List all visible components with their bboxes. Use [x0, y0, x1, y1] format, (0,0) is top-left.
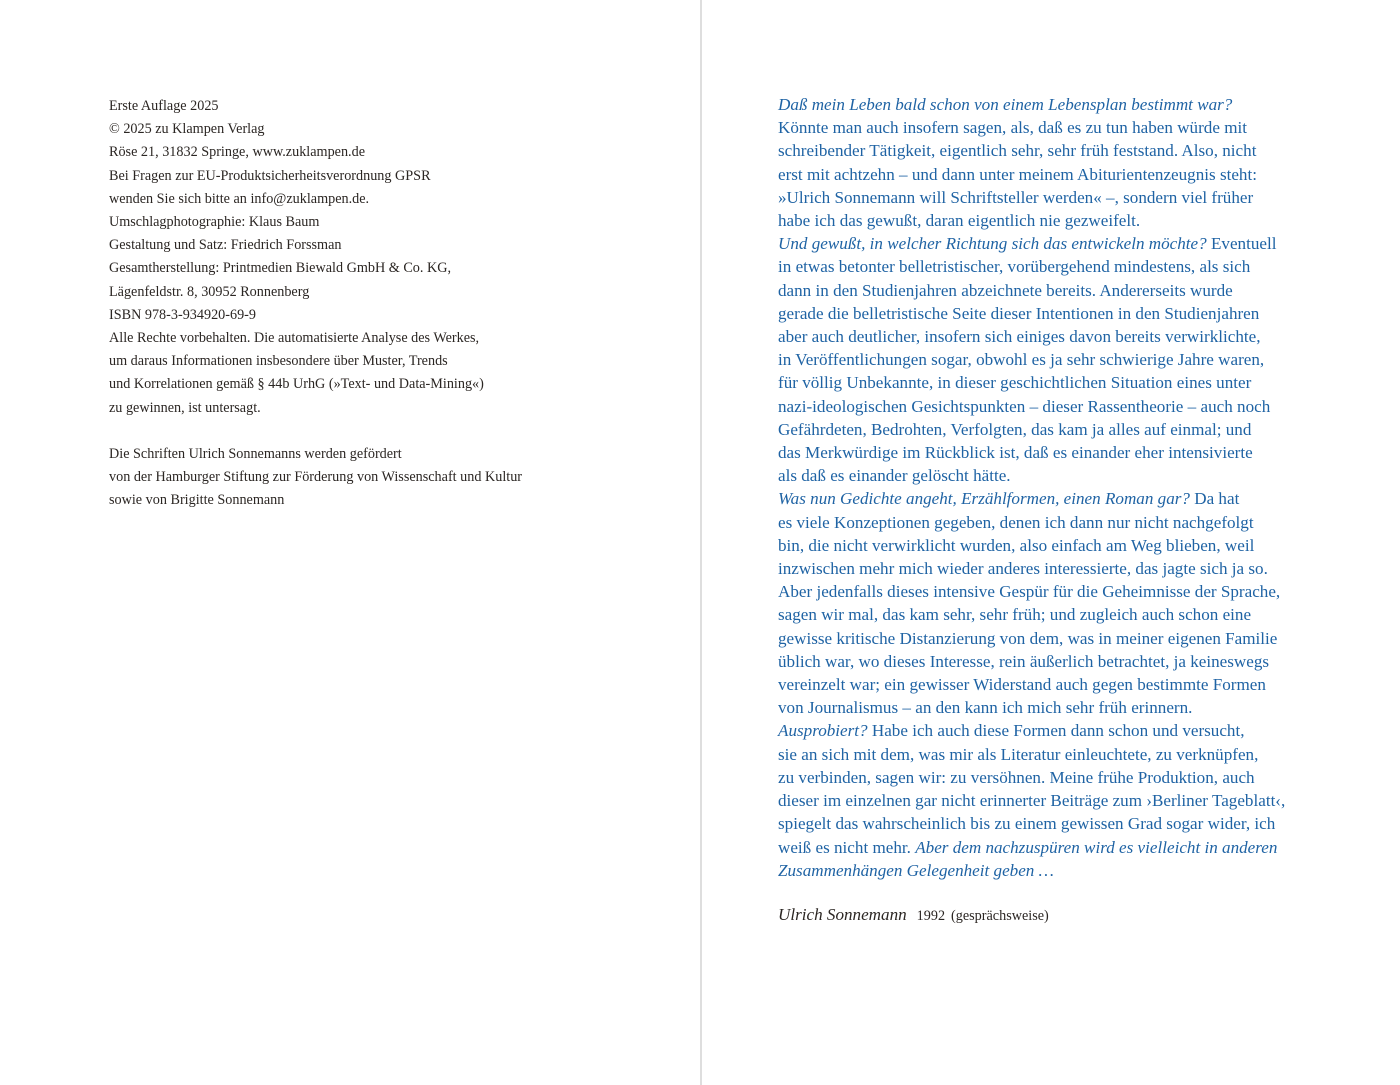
quote-answer: bin, die nicht verwirklicht wurden, also einfach am Weg blieben, weil [778, 535, 1255, 555]
quote-answer: für völlig Unbekannte, in dieser geschichtlichen Situation eines unter [778, 373, 1252, 393]
funding-line: von der Hamburger Stiftung zur Förderung von Wissenschaft und Kultur [109, 469, 523, 486]
quote-question: Was nun Gedichte angeht, Erzählformen, einen Roman gar? [778, 489, 1190, 509]
quote-line [778, 673, 1338, 696]
quote-answer: dieser im einzelnen gar nicht erinnerter Beiträge zum ›Berliner Tageblatt‹, [778, 791, 1286, 811]
quote-line [778, 812, 1338, 835]
imprint-line: zu gewinnen, ist untersagt. [109, 399, 261, 416]
quote-answer: üblich war, wo dieses Interesse, rein äußerlich betrachtet, ja keineswegs [778, 651, 1270, 671]
quote-answer: in etwas betonter belletristischer, vorübergehend mindestens, als sich [778, 257, 1251, 277]
quote-line [778, 279, 1338, 302]
quote-line [778, 650, 1338, 673]
quote-line [778, 232, 1338, 255]
quote-answer: schreibender Tätigkeit, eigentlich sehr, sehr früh feststand. Also, nicht [778, 141, 1257, 161]
interview-quote [778, 93, 1338, 882]
quote-answer: es viele Konzeptionen gegeben, denen ich dann nur nicht nachgefolgt [778, 512, 1254, 532]
funding-line: Die Schriften Ulrich Sonnemanns werden gefördert [109, 446, 402, 463]
quote-line [778, 139, 1338, 162]
imprint-line: © 2025 zu Klampen Verlag [109, 121, 265, 138]
imprint-line: Röse 21, 31832 Springe, www.zuklampen.de [109, 144, 365, 161]
quote-answer: Eventuell [1206, 234, 1277, 254]
quote-answer: habe ich das gewußt, daran eigentlich nie gezweifelt. [778, 211, 1141, 231]
quote-answer: weiß es nicht mehr. [778, 837, 916, 857]
quote-line [778, 534, 1338, 557]
quote-line [778, 255, 1338, 278]
signature [778, 905, 1049, 925]
quote-answer: gewisse kritische Distanzierung von dem, was in meiner eigenen Familie [778, 628, 1278, 648]
quote-line [778, 836, 1338, 859]
signature-year: 1992 [916, 908, 946, 924]
quote-answer: spiegelt das wahrscheinlich bis zu einem gewissen Grad sogar wider, ich [778, 814, 1276, 834]
quote-line [778, 93, 1338, 116]
signature-author: Ulrich Sonnemann [778, 905, 907, 924]
quote-line [778, 163, 1338, 186]
quote-answer: gerade die belletristische Seite dieser Intentionen in den Studienjahren [778, 303, 1260, 323]
quote-line [778, 487, 1338, 510]
quote-answer: erst mit achtzehn – und dann unter meinem Abiturientenzeugnis steht: [778, 164, 1257, 184]
quote-answer: dann in den Studienjahren abzeichnete bereits. Andererseits wurde [778, 280, 1233, 300]
quote-line [778, 464, 1338, 487]
quote-question: Und gewußt, in welcher Richtung sich das entwickeln möchte? [778, 234, 1207, 254]
quote-answer: inzwischen mehr mich wieder anderes interessierte, das jagte sich ja so. [778, 559, 1268, 579]
quote-line [778, 557, 1338, 580]
imprint-line: Gestaltung und Satz: Friedrich Forssman [109, 237, 342, 254]
quote-question: Ausprobiert? [778, 721, 868, 741]
quote-answer: sagen wir mal, das kam sehr, sehr früh; und zugleich auch schon eine [778, 605, 1252, 625]
quote-answer: in Veröffentlichungen sogar, obwohl es ja sehr schwierige Jahre waren, [778, 350, 1265, 370]
quote-line [778, 696, 1338, 719]
quote-line [778, 186, 1338, 209]
imprint-line: ISBN 978-3-934920-69-9 [109, 306, 256, 323]
imprint-block [109, 95, 629, 513]
quote-line [778, 441, 1338, 464]
quote-answer: Habe ich auch diese Formen dann schon und versucht, [867, 721, 1245, 741]
quote-answer: sie an sich mit dem, was mir als Literatur einleuchtete, zu verknüpfen, [778, 744, 1259, 764]
imprint-line: um daraus Informationen insbesondere über Muster, Trends [109, 353, 448, 370]
imprint-line: Alle Rechte vorbehalten. Die automatisierte Analyse des Werkes, [109, 330, 480, 347]
quote-answer: »Ulrich Sonnemann will Schriftsteller werden« –, sondern viel früher [778, 187, 1254, 207]
quote-line [778, 766, 1338, 789]
quote-question: Daß mein Leben bald schon von einem Lebensplan bestimmt war? [778, 95, 1233, 114]
quote-line [778, 580, 1338, 603]
quote-answer: Gefährdeten, Bedrohten, Verfolgten, das kam ja alles auf einmal; und [778, 419, 1252, 439]
quote-line [778, 511, 1338, 534]
quote-line [778, 302, 1338, 325]
funding-line: sowie von Brigitte Sonnemann [109, 492, 285, 509]
quote-line [778, 789, 1338, 812]
quote-answer: als daß es einander gelöscht hätte. [778, 466, 1011, 486]
quote-question: Aber dem nachzuspüren wird es vielleicht in anderen [915, 837, 1278, 857]
imprint-line: Bei Fragen zur EU-Produktsicherheitsverordnung GPSR [109, 167, 431, 184]
right-page [702, 0, 1400, 1085]
quote-answer: Aber jedenfalls dieses intensive Gespür für die Geheimnisse der Sprache, [778, 582, 1281, 602]
quote-question: Zusammenhängen Gelegenheit geben … [778, 860, 1054, 880]
quote-answer: zu verbinden, sagen wir: zu versöhnen. Meine frühe Produktion, auch [778, 767, 1255, 787]
imprint-line: Umschlagphotographie: Klaus Baum [109, 214, 320, 231]
quote-line [778, 209, 1338, 232]
quote-line [778, 348, 1338, 371]
quote-line [778, 603, 1338, 626]
quote-answer: von Journalismus – an den kann ich mich sehr früh erinnern. [778, 698, 1193, 718]
quote-line [778, 859, 1338, 882]
quote-answer: Könnte man auch insofern sagen, als, daß es zu tun haben würde mit [778, 118, 1247, 138]
quote-line [778, 418, 1338, 441]
quote-answer: das Merkwürdige im Rückblick ist, daß es einander eher intensivierte [778, 443, 1253, 463]
quote-line [778, 743, 1338, 766]
imprint-line: Lägenfeldstr. 8, 30952 Ronnenberg [109, 283, 310, 300]
quote-answer: Da hat [1189, 489, 1240, 509]
quote-line [778, 627, 1338, 650]
quote-answer: nazi-ideologischen Gesichtspunkten – dieser Rassentheorie – auch noch [778, 396, 1271, 416]
quote-line [778, 371, 1338, 394]
imprint-line: Gesamtherstellung: Printmedien Biewald GmbH & Co. KG, [109, 260, 452, 277]
quote-line [778, 116, 1338, 139]
quote-line [778, 719, 1338, 742]
quote-answer: aber auch deutlicher, insofern sich einiges davon bereits verwirklichte, [778, 327, 1261, 347]
quote-answer: vereinzelt war; ein gewisser Widerstand auch gegen bestimmte Formen [778, 675, 1266, 695]
quote-line [778, 325, 1338, 348]
paragraph-gap [109, 420, 629, 443]
quote-line [778, 395, 1338, 418]
imprint-line: Erste Auflage 2025 [109, 98, 219, 114]
imprint-line: wenden Sie sich bitte an info@zuklampen.de. [109, 190, 370, 207]
signature-note: (gesprächsweise) [951, 908, 1049, 924]
imprint-line: und Korrelationen gemäß § 44b UrhG (»Text- und Data-Mining«) [109, 376, 484, 393]
